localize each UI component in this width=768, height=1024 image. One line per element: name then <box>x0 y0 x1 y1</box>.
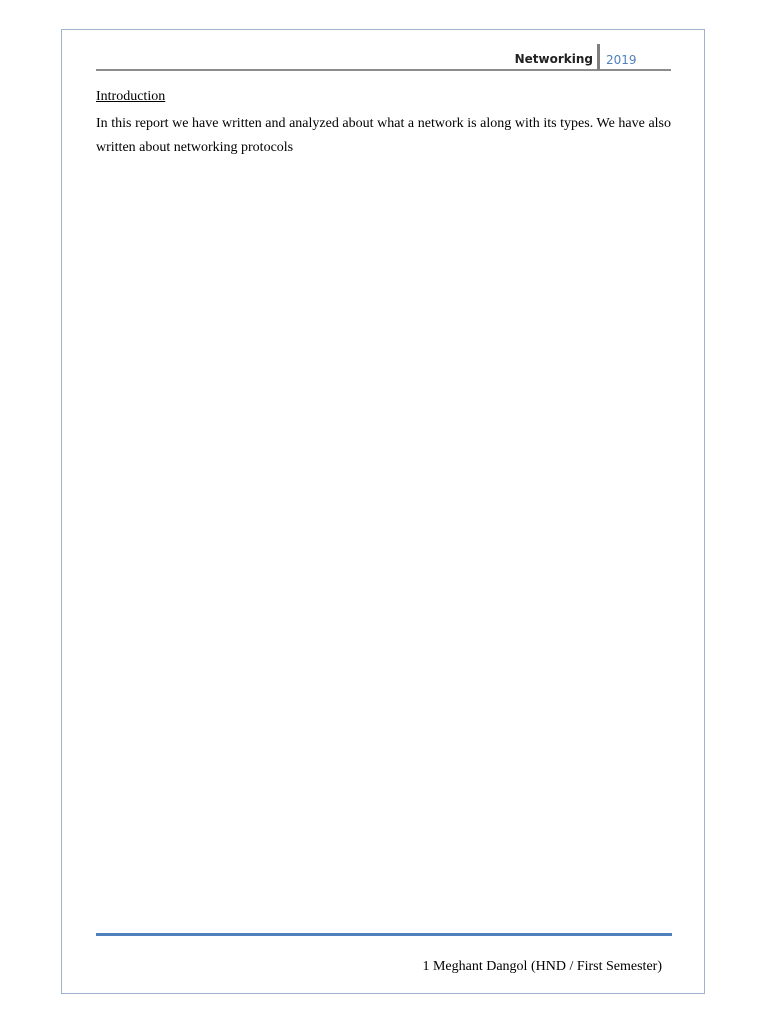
document-page <box>61 29 705 994</box>
footer-author: Meghant Dangol (HND / First Semester) <box>432 959 662 974</box>
header-year: 2019 <box>606 53 637 67</box>
section-body: In this report we have written and analyzed about what a network is along with its types. We have also written about networking protocols <box>96 116 671 155</box>
section-heading: Introduction <box>96 89 166 104</box>
header-separator <box>597 44 600 70</box>
footer-divider <box>96 933 672 936</box>
footer <box>422 959 662 975</box>
header-divider <box>96 69 671 71</box>
page-number: 1 <box>422 959 430 974</box>
header-title: Networking <box>514 52 593 66</box>
